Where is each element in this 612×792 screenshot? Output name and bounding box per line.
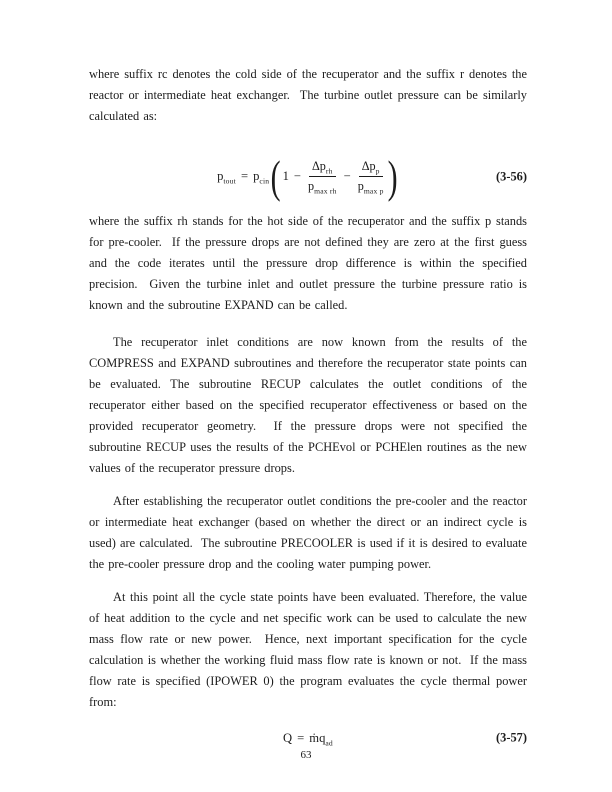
eq356-frac1-den-sub: max rh <box>314 186 337 196</box>
eq356-one: 1 <box>282 169 289 184</box>
eq356-minus-1: − <box>293 169 302 184</box>
eq357-mdot: ṁ <box>309 730 320 745</box>
eq356-coeff-base: p <box>253 169 260 184</box>
page-number: 63 <box>300 749 312 761</box>
equation-number-3-56: (3-56) <box>496 169 527 184</box>
eq356-frac1-num-base: Δp <box>311 159 326 174</box>
eq357-rhs <box>309 731 333 746</box>
eq356-fraction-rh-numerator <box>309 159 336 177</box>
equation-3-56 <box>89 151 527 203</box>
eq356-frac2-den-sub: max p <box>363 186 384 196</box>
equation-3-57-body <box>283 731 333 746</box>
paragraph-3: The recuperator inlet conditions are now known from the results of the COMPRESS and EXPAND subroutines and therefore the recuperator state points can be evaluated. The subroutine RECUP calculates the outlet conditions of the recuperator either based on the specified recuperator effectiveness or based on the provided recuperator geometry. If the pressure drops were not specified the subroutine RECUP uses the results of the PCHEvol or PCHElen routines as the new values of the recuperator pressure drops. <box>89 335 527 475</box>
eq356-frac1-num-sub: rh <box>325 166 333 176</box>
eq356-lhs-base: p <box>217 169 224 184</box>
eq356-lhs <box>217 169 236 184</box>
eq356-frac2-den-base: p <box>357 179 364 194</box>
eq356-equals: = <box>240 169 249 184</box>
eq356-coefficient <box>253 169 269 184</box>
eq356-minus-2: − <box>343 169 351 184</box>
eq356-frac2-num-sub: p <box>375 166 380 176</box>
eq356-fraction-rh-denominator <box>308 177 337 194</box>
equation-3-56-body <box>217 151 399 203</box>
eq356-coeff-sub: cin <box>259 177 270 186</box>
paragraph-4: After establishing the recuperator outlet conditions the pre-cooler and the reactor or intermediate heat exchanger (based on whether the direct or an indirect cycle is used) are calculated. The subroutine PRECOOLER is used if it is desired to evaluate the pre-cooler pressure drop and the cooling water pumping power. <box>89 494 527 571</box>
eq356-fraction-p <box>358 159 384 194</box>
eq356-lhs-sub: tout <box>223 177 236 186</box>
eq356-frac2-num-base: Δp <box>361 159 376 174</box>
eq356-fraction-p-denominator <box>358 177 384 194</box>
eq357-equals: = <box>297 730 305 745</box>
eq356-close-paren: ) <box>387 151 398 203</box>
equation-number-3-57: (3-57) <box>496 730 527 745</box>
eq356-fraction-rh <box>308 159 337 194</box>
equation-3-57 <box>89 727 527 749</box>
eq356-fraction-p-numerator <box>359 159 383 177</box>
eq356-open-paren: ( <box>270 151 281 203</box>
paragraph-1: where suffix rc denotes the cold side of the recuperator and the suffix r denotes the reactor or intermediate heat exchanger. The turbine outlet pressure can be similarly calculated as: <box>89 67 527 123</box>
eq356-frac1-den-base: p <box>308 179 315 194</box>
paragraph-5: At this point all the cycle state points have been evaluated. Therefore, the value of heat addition to the cycle and net specific work can be used to calculate the new mass flow rate or new power. Hence, next important specification for the cycle calculation is whether the working fluid mass flow rate is known or not. If the mass flow rate is specified (IPOWER 0) the program evaluates the cycle thermal power from: <box>89 590 527 709</box>
eq357-q-sub: ad <box>325 738 333 748</box>
eq357-q-base: q <box>319 730 326 745</box>
paragraph-2: where the suffix rh stands for the hot side of the recuperator and the suffix p stands for pre-cooler. If the pressure drops are not defined they are zero at the first guess and the code iterates until the pressure drop difference is within the specified precision. Given the turbine inlet and outlet pressure the turbine pressure ratio is known and the subroutine EXPAND can be called. <box>89 214 527 312</box>
eq357-lhs: Q <box>283 730 293 745</box>
